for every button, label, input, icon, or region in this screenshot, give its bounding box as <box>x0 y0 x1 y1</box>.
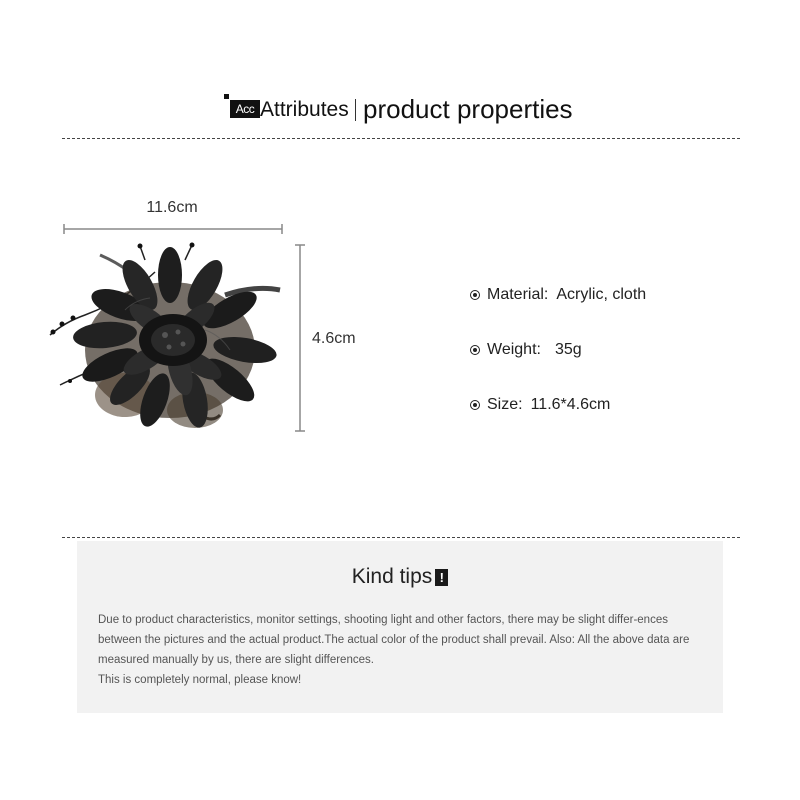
header-attributes: Attributes <box>260 98 349 121</box>
tips-paragraph: Due to product characteristics, monitor settings, shooting light and other factors, there may be slight differ-ences between the pictures and the actual product.The actual color of the product shall prevail. Also: All the above data are measured manually by us, there are slight differences. <box>98 614 690 666</box>
width-marker <box>60 222 286 236</box>
bullet-icon <box>470 400 480 410</box>
height-marker <box>293 243 307 433</box>
spec-value: Acrylic, cloth <box>556 286 647 303</box>
flower-brooch-image <box>45 240 285 435</box>
spec-label: Weight: <box>487 341 541 358</box>
header-separator <box>355 99 356 121</box>
bullet-icon <box>470 345 480 355</box>
exclamation-icon: ! <box>435 569 448 586</box>
spec-label: Size: <box>487 396 523 413</box>
badge-dot <box>224 94 229 99</box>
page-title: product properties <box>363 94 573 124</box>
spec-value: 35g <box>554 341 582 358</box>
spec-weight <box>470 338 582 362</box>
header-badge <box>224 94 260 120</box>
bullet-icon <box>470 290 480 300</box>
tips-note: This is completely normal, please know! <box>98 674 302 686</box>
top-divider <box>62 138 740 139</box>
kind-tips-body <box>98 610 713 690</box>
badge-label: Acc <box>230 100 260 118</box>
spec-value: 11.6*4.6cm <box>530 396 611 413</box>
bottom-divider <box>62 537 740 538</box>
spec-material <box>470 283 646 307</box>
spec-label: Material: <box>487 286 549 303</box>
kind-tips-panel <box>77 541 723 713</box>
height-label: 4.6cm <box>312 330 356 347</box>
kind-tips-heading: Kind tips <box>351 565 433 588</box>
spec-size <box>470 393 610 417</box>
width-label: 11.6cm <box>146 199 198 216</box>
kind-tips-title <box>77 565 723 589</box>
